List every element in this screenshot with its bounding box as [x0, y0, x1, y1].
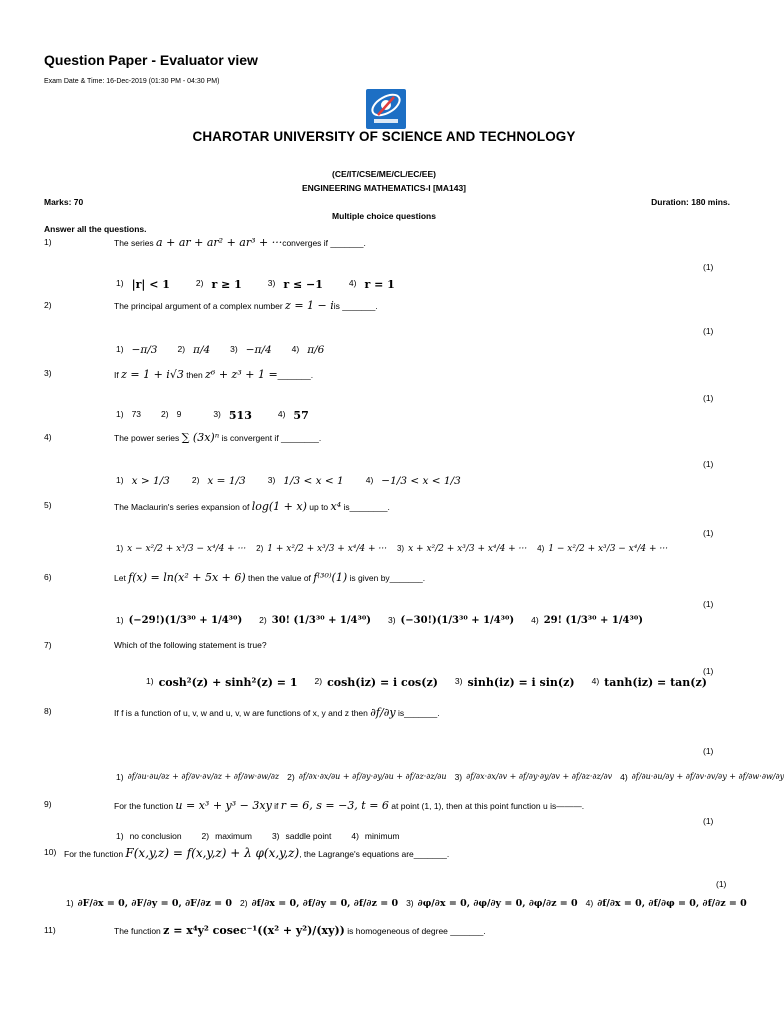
option: ∂f/∂u·∂u/∂z + ∂f/∂v·∂v/∂z + ∂f/∂w·∂w/∂z [127, 772, 280, 781]
option: ∂f/∂x = 0, ∂f/∂φ = 0, ∂f/∂z = 0 [597, 898, 747, 909]
option: ∂f/∂x = 0, ∂f/∂y = 0, ∂f/∂z = 0 [251, 898, 399, 909]
question-number: 6) [44, 572, 52, 582]
question-number: 8) [44, 706, 52, 716]
question-number: 11) [44, 925, 56, 935]
option: 29! (1/3³⁰ + 1/4³⁰) [543, 615, 643, 626]
option: (−29!)(1/3³⁰ + 1/4³⁰) [128, 615, 243, 626]
duration: Duration: 180 mins. [651, 197, 730, 207]
option: no conclusion [129, 831, 182, 841]
option-list: 1) ∂F/∂x = 0, ∂F/∂y = 0, ∂F/∂z = 0 2) ∂f/∂x = 0, ∂f/∂y = 0, ∂f/∂z = 0 3) ∂φ/∂x = 0, ∂φ/∂y = 0, ∂φ/∂z = 0 4) ∂f/∂x = 0, ∂f/∂φ = 0, ∂f/∂z = 0 [66, 898, 747, 909]
option: (−30!)(1/3³⁰ + 1/4³⁰) [400, 615, 515, 626]
question-number: 3) [44, 368, 52, 378]
option-list: 1) ∂f/∂u·∂u/∂z + ∂f/∂v·∂v/∂z + ∂f/∂w·∂w/∂z 2) ∂f/∂x·∂x/∂u + ∂f/∂y·∂y/∂u + ∂f/∂z·∂z/∂u 3) ∂f/∂x·∂x/∂v + ∂f/∂y·∂y/∂v + ∂f/∂z·∂z/∂v 4) ∂f/∂u·∂u/∂y + ∂f/∂v·∂v/∂y + ∂f/∂w·∂w/∂y [116, 772, 784, 782]
question-mark: (1) [703, 666, 714, 676]
instruction: Answer all the questions. [44, 224, 147, 234]
question-number: 4) [44, 432, 52, 442]
question-mark: (1) [716, 879, 727, 889]
question-text: The principal argument of a complex number z = 1 − iis _______. [114, 299, 378, 312]
section-title: Multiple choice questions [332, 211, 436, 221]
option-list: 1) no conclusion 2) maximum 3) saddle point 4) minimum [116, 831, 400, 841]
question-mark: (1) [703, 326, 714, 336]
question-text: If z = 1 + i√3 then z⁶ + z³ + 1 =_______. [114, 368, 314, 381]
question-text: The series a + ar + ar² + ar³ + ···converges if _______. [114, 236, 366, 249]
option: 9 [176, 409, 182, 419]
question-mark: (1) [703, 393, 714, 403]
exam-datetime: Exam Date & Time: 16-Dec-2019 (01:30 PM - 04:30 PM) [44, 78, 220, 85]
option: π/6 [307, 344, 325, 356]
question-text: For the function F(x,y,z) = f(x,y,z) + λ φ(x,y,z), the Lagrange's equations are_______. [64, 846, 450, 860]
option: 57 [293, 409, 309, 422]
option: cosh(iz) = i cos(z) [327, 676, 438, 689]
question-text: If f is a function of u, v, w and u, v, w are functions of x, y and z then ∂f/∂y is_______. [114, 706, 440, 719]
option: sinh(iz) = i sin(z) [467, 676, 575, 689]
question-mark: (1) [703, 459, 714, 469]
option: tanh(iz) = tan(z) [604, 676, 707, 689]
question-text: The function z = x⁴y² cosec⁻¹((x² + y²)/(xy)) is homogeneous of degree _______. [114, 924, 486, 937]
question-number: 10) [44, 847, 57, 857]
option-list: 1) (−29!)(1/3³⁰ + 1/4³⁰) 2) 30! (1/3³⁰ + 1/4³⁰) 3) (−30!)(1/3³⁰ + 1/4³⁰) 4) 29! (1/3³⁰ + 1/4³⁰) [116, 615, 643, 626]
option: 73 [131, 409, 142, 419]
question-number: 5) [44, 500, 52, 510]
option: x + x²/2 + x³/3 + x⁴/4 + ··· [408, 544, 528, 554]
university-logo [366, 89, 406, 129]
option: −1/3 < x < 1/3 [381, 475, 461, 487]
option: r ≥ 1 [211, 278, 242, 291]
question-text: The power series ∑ (3x)ⁿ is convergent if ________. [114, 431, 322, 444]
option-list: 1) x > 1/3 2) x = 1/3 3) 1/3 < x < 1 4) −1/3 < x < 1/3 [116, 475, 461, 487]
question-text: The Maclaurin's series expansion of log(1 + x) up to x⁴ is________. [114, 500, 390, 513]
option: maximum [215, 831, 252, 841]
question-mark: (1) [703, 262, 714, 272]
page-title: Question Paper - Evaluator view [44, 52, 258, 68]
option-list: 1) x − x²/2 + x³/3 − x⁴/4 + ··· 2) 1 + x²/2 + x³/3 + x⁴/4 + ··· 3) x + x²/2 + x³/3 + x⁴/4 + ··· 4) 1 − x²/2 + x³/3 − x⁴/4 + ··· [116, 544, 668, 554]
option: ∂f/∂x·∂x/∂v + ∂f/∂y·∂y/∂v + ∂f/∂z·∂z/∂v [466, 772, 613, 781]
option-list: 1) 73 2) 9 3) 513 4) 57 [116, 409, 309, 422]
option: saddle point [285, 831, 332, 841]
option-list: 1) −π/3 2) π/4 3) −π/4 4) π/6 [116, 344, 325, 356]
university-name: CHAROTAR UNIVERSITY OF SCIENCE AND TECHNOLOGY [192, 129, 576, 144]
option: 1 + x²/2 + x³/3 + x⁴/4 + ··· [267, 544, 387, 554]
question-text: Let f(x) = ln(x² + 5x + 6) then the value of f⁽³⁰⁾(1) is given by_______. [114, 571, 426, 584]
branches: (CE/IT/CSE/ME/CL/EC/EE) [332, 169, 436, 179]
question-text: For the function u = x³ + y³ − 3xy if r = 6, s = −3, t = 6 at point (1, 1), then at this point function u is———. [114, 799, 585, 812]
question-mark: (1) [703, 746, 714, 756]
subject-title: ENGINEERING MATHEMATICS-I [MA143] [301, 183, 467, 193]
question-text: Which of the following statement is true? [114, 640, 267, 650]
option: π/4 [193, 344, 211, 356]
option: cosh²(z) + sinh²(z) = 1 [158, 676, 298, 689]
option: ∂F/∂x = 0, ∂F/∂y = 0, ∂F/∂z = 0 [77, 898, 233, 909]
option: ∂φ/∂x = 0, ∂φ/∂y = 0, ∂φ/∂z = 0 [417, 898, 578, 909]
option: r ≤ −1 [283, 278, 323, 291]
option: minimum [364, 831, 400, 841]
option: x − x²/2 + x³/3 − x⁴/4 + ··· [127, 544, 247, 554]
question-mark: (1) [703, 599, 714, 609]
question-mark: (1) [703, 528, 714, 538]
option: 1/3 < x < 1 [283, 475, 344, 487]
option: ∂f/∂x·∂x/∂u + ∂f/∂y·∂y/∂u + ∂f/∂z·∂z/∂u [298, 772, 447, 781]
question-mark: (1) [703, 816, 714, 826]
option: x = 1/3 [207, 475, 246, 487]
option-list: 1) |r| < 1 2) r ≥ 1 3) r ≤ −1 4) r = 1 [116, 278, 395, 291]
question-number: 1) [44, 237, 52, 247]
option: r = 1 [364, 278, 395, 291]
option: ∂f/∂u·∂u/∂y + ∂f/∂v·∂v/∂y + ∂f/∂w·∂w/∂y [631, 772, 784, 781]
option: x > 1/3 [131, 475, 170, 487]
option: |r| < 1 [131, 278, 170, 291]
option: −π/3 [131, 344, 158, 356]
question-number: 2) [44, 300, 52, 310]
marks: Marks: 70 [44, 197, 84, 207]
question-number: 7) [44, 640, 52, 650]
option: 1 − x²/2 + x³/3 − x⁴/4 + ··· [548, 544, 668, 554]
option: −π/4 [245, 344, 272, 356]
option-list: 1) cosh²(z) + sinh²(z) = 1 2) cosh(iz) = i cos(z) 3) sinh(iz) = i sin(z) 4) tanh(iz) = tan(z) [146, 676, 707, 689]
question-number: 9) [44, 799, 52, 809]
option: 30! (1/3³⁰ + 1/4³⁰) [271, 615, 371, 626]
option: 513 [228, 409, 252, 422]
